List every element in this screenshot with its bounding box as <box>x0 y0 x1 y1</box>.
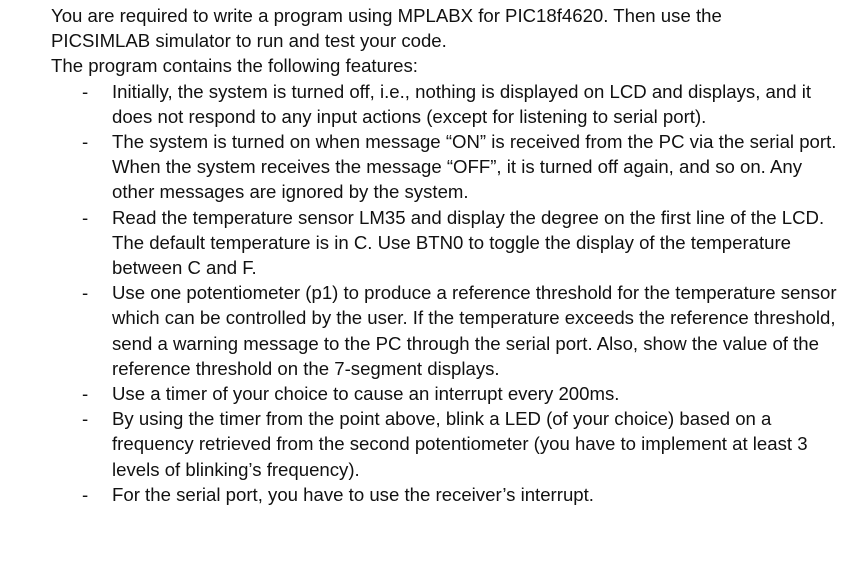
feature-text: Use one potentiometer (p1) to produce a reference threshold for the temperature sensor which can be controlled by the user. If the temperature exceeds the reference threshold, send a warning message to the PC through the serial port. Also, show the value of the reference threshold on the 7-segment displays. <box>112 282 837 379</box>
list-item <box>51 482 841 507</box>
intro-line-1: You are required to write a program using MPLABX for PIC18f4620. Then use the <box>51 5 722 26</box>
list-item <box>51 280 841 381</box>
list-item <box>51 129 841 205</box>
bullet-dash: - <box>82 483 89 505</box>
feature-list <box>51 79 841 507</box>
feature-text: By using the timer from the point above, blink a LED (of your choice) based on a frequency retrieved from the second potentiometer (you have to implement at least 3 levels of blinking’s frequency). <box>112 408 808 480</box>
feature-text: For the serial port, you have to use the receiver’s interrupt. <box>112 483 594 505</box>
list-item <box>51 79 841 129</box>
feature-text: Read the temperature sensor LM35 and display the degree on the first line of the LCD. The default temperature is in C. Use BTN0 to toggle the display of the temperature between C and F. <box>112 206 825 279</box>
bullet-dash: - <box>82 383 89 405</box>
intro-line-3: The program contains the following features: <box>51 55 418 77</box>
feature-text: Initially, the system is turned off, i.e., nothing is displayed on LCD and displays, and it does not respond to any input actions (except for listening to serial port). <box>112 80 812 127</box>
assignment-document <box>51 3 841 507</box>
bullet-dash: - <box>82 131 89 153</box>
feature-text: Use a timer of your choice to cause an interrupt every 200ms. <box>112 383 620 405</box>
bullet-dash: - <box>82 80 89 102</box>
list-item <box>51 381 841 406</box>
feature-text: The system is turned on when message “ON” is received from the PC via the serial port. When the system receives the message “OFF”, it is turned off again, and so on. Any other messages are ignored by the system. <box>112 131 837 203</box>
bullet-dash: - <box>82 282 89 304</box>
bullet-dash: - <box>82 206 89 228</box>
intro-line-2: PICSIMLAB simulator to run and test your code. <box>51 30 447 52</box>
list-item <box>51 205 841 281</box>
intro-paragraph <box>51 3 841 79</box>
bullet-dash: - <box>82 408 89 430</box>
list-item <box>51 406 841 482</box>
